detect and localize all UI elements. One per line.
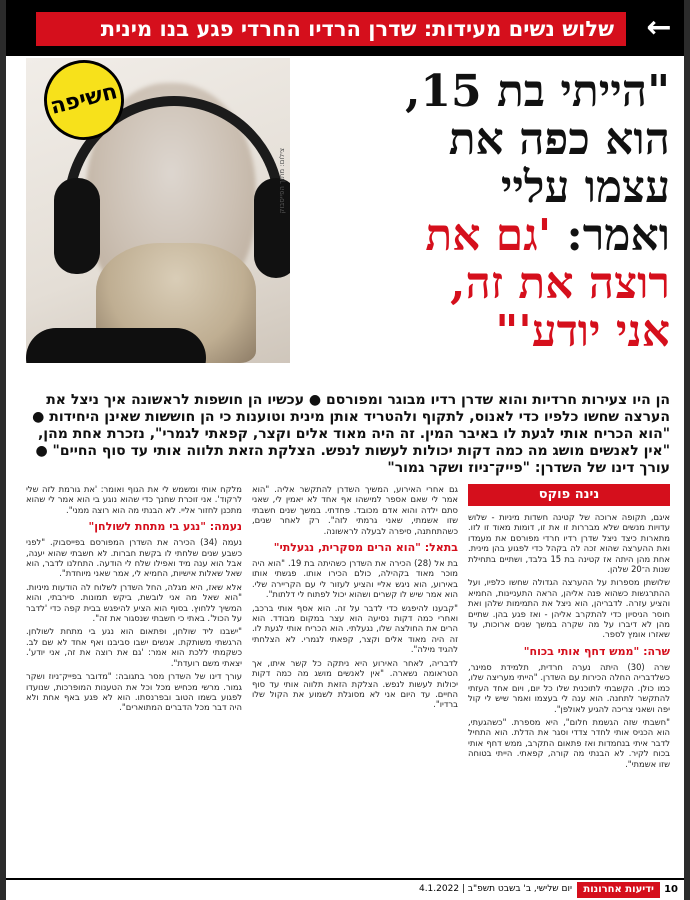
- headline-line: עצמו עליי: [500, 162, 670, 213]
- page-number: 10: [664, 884, 678, 895]
- kicker-banner: שלוש נשים מעידות: שדרן הרדיו החרדי פגע בנו מינית: [36, 12, 626, 46]
- newspaper-name: ידיעות אחרונות: [577, 882, 660, 898]
- subheading: בתאל: "הוא הרים מסקרית, נגעלתי": [273, 541, 458, 555]
- subheading: נעמה: "נגע בי מתחת לשולחן": [88, 520, 242, 534]
- paragraph: "קבענו להיפגש כדי לדבר על זה. הוא אסף אותי ברכב, ואחרי כמה דקות נסיעה הוא עצר במקום מבודד. הוא הרים את החולצה שלו, נגעלתי. הוא הכריח אותי לגעת לו. זה היה מאוד אלים וקצר, קפאתי לגמרי. לא הצלחתי להגיד מילה".: [252, 602, 458, 655]
- headphone-cup-left: [54, 178, 100, 274]
- headline-line: הוא כפה את: [448, 114, 670, 165]
- paragraph: גם אחרי האירוע, המשיך השדרן להתקשר אליה. "הוא אמר לי שאם אספר למישהו אף אחד לא יאמין לי, שאני סתם ילדה והוא אדם מכובד. פחדתי. במשך שנים חשבתי שזו אשמתי, שאני גרמתי לזה". רק לאחר שנים, כשהתחתנה, סיפרה לבעלה לראשונה.: [252, 484, 458, 536]
- paragraph: אלא שאז, היא מגלה, החל השדרן לשלוח לה הודעות מיניות. "הוא שאל מה אני לובשת, ביקש תמונות. סירבתי, והוא המשיך ללחוץ. בסוף הוא הציע להיפגש בבית קפה כדי 'לדבר על הכול'. באתי כי חשבתי שנסגור את זה".: [26, 581, 242, 624]
- article-body: [26, 484, 670, 874]
- photo-credit: צילום: מתוך הפייסבוק: [278, 148, 286, 214]
- column-1: [468, 484, 670, 872]
- paragraph: "ישבנו ליד שולחן, ופתאום הוא נגע בי מתחת לשולחן. הרגשתי משותקת. אנשים ישבו סביבנו ואף אחד לא שם לב. כשקמתי ללכת הוא אמר: 'גם את רוצה את זה, אני יודע'. יצאתי משם רועדת".: [26, 626, 242, 668]
- paragraph: לדבריה, לאחר האירוע היא ניתקה כל קשר איתו, אך הטראומה נשארה. "אין לאנשים מושג מה כמה דקות יכולות לעשות לנפש. הצלקת הזאת תלווה אותי עד סוף החיים. עד היום אני לא מסוגלת לשמוע את הקול שלו ברדיו".: [252, 657, 458, 710]
- column-3: [26, 484, 242, 872]
- byline: נינה פוקס: [468, 484, 670, 506]
- subheading: שרה: "ממש דחף אותי בכוח": [523, 644, 670, 658]
- paragraph: "חשבתי שזה הגשמת חלום", היא מספרת. "כשהגעתי, הוא הכניס אותי לחדר צדדי וסגר את הדלת. הוא התחיל לדבר איתי בנחמדות ואז פתאום התקרב, ממש דחף אותי בכוח לקיר. לא הבנתי מה קורה, קפאתי. הייתי בטוחה שזו אשמתי".: [468, 716, 670, 769]
- paragraph: איגם, תקופה ארוכה של קטינה חשדות מיניות - שלוש עדויות מנשים שלא מבררות זו את זו, דומות מאוד זו לזו. מתארות כיצד ניצל שדרן רדיו חרדי מפורסם את מעמדו ואת ההערצה שהוא זכה לה בקהל כדי לפגוע בהן מינית. אחת מהן היתה אז קטינה בת 15 בלבד, ושתיים בתחילת שנות ה־20 שלהן.: [468, 512, 670, 575]
- paragraph: בת אל (28) הכירה את השדרן כשהיתה בת 19. "הוא היה מוכר מאוד בקהילה, כולם הכירו אותו. פגשתי אותו באירוע, הוא ניגש אליי והציע לעזור לי עם הקריירה שלי. הוא אמר שיש לו קשרים ושהוא יכול לפתוח לי דלתות".: [252, 558, 458, 600]
- article-deck: הן היו צעירות חרדיות והוא שדרן רדיו מבוגר ומפורסם ● עכשיו הן חושפות לראשונה איך ניצל את הערצה שחשו כלפיו כדי לאנוס, לתקוף ולהטריד אותן מינית וטוענות כי הן חוששות שאינן היחידות ● "הוא הכריח אותי לגעת לו באיבר המין. זה היה מאוד אלים וקצר, קפאתי לגמרי", נזכרת אחת מהן, "אין לאנשים מושג מה כמה דקות יכולות לעשות לנפש. הצלקת הזאת תלווה אותי עד סוף החיים" ● עורך דינו של השדרן: "פייק־ניוז ושקר גמור": [32, 392, 670, 476]
- microphone-icon: [26, 328, 206, 363]
- headline-line: רוצה את זה,: [450, 258, 670, 309]
- dateline: יום שלישי, ב' בשבט תשפ"ב | 4.1.2022: [418, 884, 572, 894]
- page-footer: [6, 878, 684, 900]
- exclusive-badge: חשיפה: [36, 52, 133, 149]
- newspaper-page: [6, 0, 684, 900]
- headline: [296, 68, 670, 390]
- headline-line: "הייתי בת 15,: [405, 66, 670, 117]
- column-2: [252, 484, 458, 872]
- paragraph: מלקח אותי ומשמש לי את הגוף ואומר: 'את גורמת לזה שלי לרקוד'. אני זוכרת שחנך כדי שהוא נוגע בי הוא אמר לי שהוא מתכנן לחזור אליי. לא הבנתי מה הוא רוצה ממני".: [26, 484, 242, 515]
- paragraph: שרה (30) היתה נערה חרדית, תלמידת סמינר, כשלדבריה החלה הכירות עם השדרן. "הייתי מעריצה שלו, כמו כולן. הקשבתי לתוכנית שלו כל יום, ויום אחד העזתי להתקשר לתחנה. הוא ענה לי בעצמו ואמר שיש לי קול יפה ושאני צריכה להגיע לאולפן".: [468, 661, 670, 714]
- headline-line: אני יודע'": [495, 306, 670, 357]
- paragraph: נעמה (34) הכירה את השדרן המפורסם בפייסבוק. "לפני כשבע שנים שלחתי לו בקשת חברות. לא חשבתי שהוא יענה, אבל הוא ענה מיד ואפילו שלח לי הודעה. התחלנו לדבר, הוא שאל שאלות אישיות, החמיא לי, אמר שאני מיוחדת".: [26, 537, 242, 579]
- arrow-left-icon[interactable]: ←: [646, 10, 672, 45]
- paragraph: שלושתן מספרות על ההערצה הגדולה שחשו כלפיו, ועל ההתרגשות כשהוא פנה אליהן, הראה התעניינות, החמיא והציע עזרה. לדבריהן, הוא ניצל את התמימות שלהן ואת חוסר הניסיון כדי להתקרב אליהן - ואז פגע בהן. שתיים מהן לא דיברו על מה שקרה במשך שנים ארוכות, עד שאזרו אומץ לספר.: [468, 577, 670, 640]
- paragraph: עורך דינו של השדרן מסר בתגובה: "מדובר בפייק־ניוז ושקר גמור. מרשי מכחיש מכל וכל את הטענות המופרכות, שנועדו לפגוע בשמו הטוב ובפרנסתו. הוא לא פגע באף אחת ולא היה דבר מכל הדברים המתוארים".: [26, 671, 242, 713]
- headline-line: ואמר: 'גם את: [425, 210, 670, 261]
- top-bar: [6, 0, 684, 56]
